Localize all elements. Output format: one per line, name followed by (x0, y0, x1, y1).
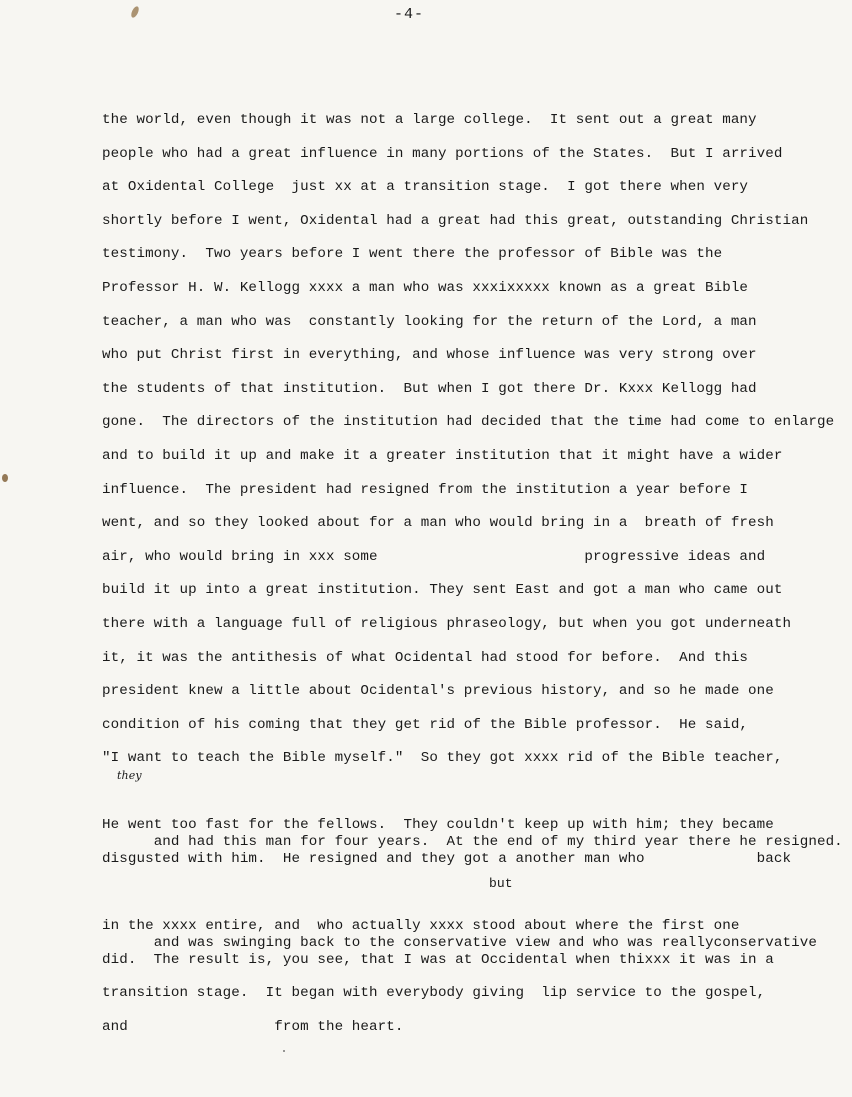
text-line: it, it was the antithesis of what Ocidental had stood for before. And this (102, 649, 749, 666)
text-line: "I want to teach the Bible myself." So they got xxxx rid of the Bible teacher, (102, 750, 783, 767)
text-line: condition of his coming that they get rid of the Bible professor. He said, (102, 716, 749, 733)
page-number: -4- (394, 6, 425, 23)
text-line: people who had a great influence in many portions of the States. But I arrived (102, 145, 783, 162)
text-line: at Oxidental College just xx at a transition stage. I got there when very (102, 179, 749, 196)
text-line: disgusted with him. He resigned and they got a another man who back (102, 851, 792, 868)
handwritten-insertion: they (117, 768, 142, 782)
text-line: gone. The directors of the institution had decided that the time had come to enlarge (102, 414, 835, 431)
text-line: in the xxxx entire, and who actually xxxx stood about where the first one (102, 918, 740, 935)
text-line: air, who would bring in xxx some progressive ideas and (102, 548, 766, 565)
text-line: transition stage. It began with everybody giving lip service to the gospel, (102, 985, 766, 1002)
binder-hole-mark (2, 474, 8, 482)
text-line: testimony. Two years before I went there the professor of Bible was the (102, 246, 723, 263)
text-line: Professor H. W. Kellogg xxxx a man who was xxxixxxxx known as a great Bible (102, 279, 749, 296)
text-line: president knew a little about Ocidental's previous history, and so he made one (102, 683, 774, 700)
text-line: the world, even though it was not a large college. It sent out a great many (102, 112, 757, 128)
text-line: and had this man for four years. At the end of my third year there he resigned. (153, 833, 843, 850)
text-line: shortly before I went, Oxidental had a great had this great, outstanding Christian (102, 212, 809, 229)
text-line: did. The result is, you see, that I was at Occidental when thixxx it was in a (102, 951, 774, 968)
typed-body (102, 108, 842, 1049)
text-line: and to build it up and make it a greater institution that it might have a wider (102, 447, 783, 464)
text-line: influence. The president had resigned from the institution a year before I (102, 481, 749, 498)
text-line: He went too fast for the fellows. They couldn't keep up with him; they became (102, 817, 774, 834)
text-line: and was swinging back to the conservative view and who was reallyconservative (153, 934, 817, 951)
typed-insertion-above: but (489, 875, 513, 891)
ink-smudge (130, 5, 141, 18)
text-line: teacher, a man who was constantly looking for the return of the Lord, a man (102, 313, 757, 330)
ink-dot (283, 1050, 285, 1052)
text-line: and from the heart. (102, 1019, 404, 1036)
text-line: who put Christ first in everything, and whose influence was very strong over (102, 347, 757, 364)
text-line: build it up into a great institution. They sent East and got a man who came out (102, 582, 783, 599)
text-line: there with a language full of religious phraseology, but when you got underneath (102, 615, 792, 632)
text-line: went, and so they looked about for a man who would bring in a breath of fresh (102, 515, 774, 532)
text-line: the students of that institution. But when I got there Dr. Kxxx Kellogg had (102, 380, 757, 397)
